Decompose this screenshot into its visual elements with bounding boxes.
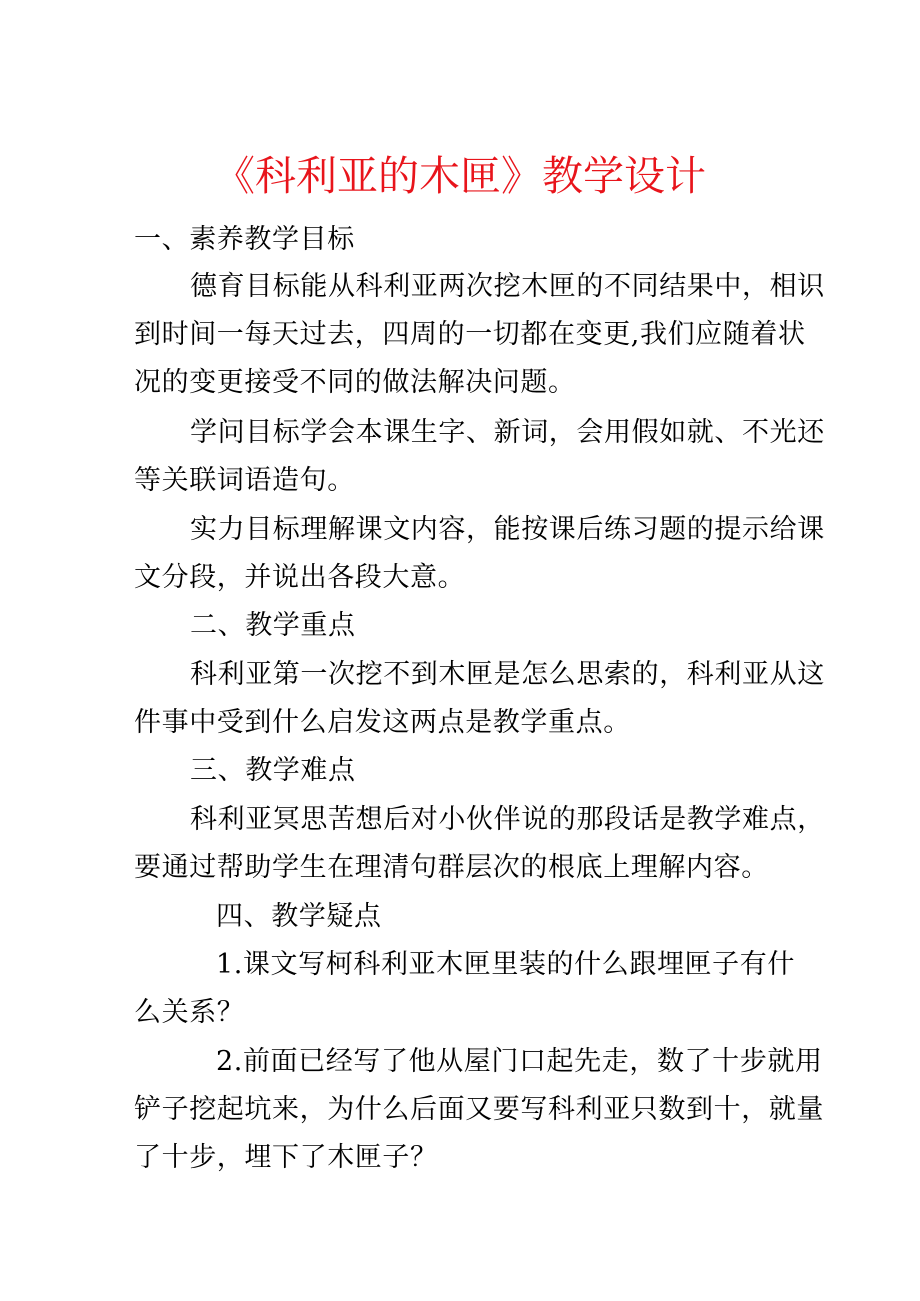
paragraph-line: 到时间一每天过去，四周的一切都在变更,我们应随着状: [134, 319, 806, 350]
list-item-line: 么关系？: [134, 997, 245, 1028]
section-heading-doubts: 四、教学疑点: [216, 901, 382, 932]
section-heading-key-points: 二、教学重点: [190, 610, 356, 641]
paragraph-line: 件事中受到什么启发这两点是教学重点。: [134, 707, 631, 738]
paragraph-line: 文分段，并说出各段大意。: [134, 562, 466, 593]
paragraph-line: 科利亚冥思苦想后对小伙伴说的那段话是教学难点，: [190, 804, 825, 835]
list-item-line: 1.课文写柯科利亚木匣里装的什么跟埋匣子有什: [216, 949, 795, 980]
paragraph-line: 实力目标理解课文内容，能按课后练习题的提示给课: [190, 514, 825, 545]
list-item-line: 了十步，埋下了木匣子？: [134, 1142, 438, 1173]
paragraph-line: 等关联词语造句。: [134, 465, 355, 496]
paragraph-line: 要通过帮助学生在理清句群层次的根底上理解内容。: [134, 852, 769, 883]
paragraph-line: 况的变更接受不同的做法解决问题。: [134, 367, 576, 398]
section-heading-difficulties: 三、教学难点: [190, 755, 356, 786]
list-item-line: 2.前面已经写了他从屋门口起先走，数了十步就用: [216, 1046, 823, 1077]
paragraph-line: 学问目标学会本课生字、新词，会用假如就、不光还: [190, 417, 825, 448]
document-title: 《科利亚的木匣》教学设计: [214, 152, 706, 200]
paragraph-line: 德育目标能从科利亚两次挖木匣的不同结果中，相识: [190, 271, 825, 302]
list-item-line: 铲子挖起坑来，为什么后面又要写科利亚只数到十，就量: [134, 1094, 824, 1125]
section-heading-goals: 一、素养教学目标: [134, 224, 355, 255]
paragraph-line: 科利亚第一次挖不到木匣是怎么思索的，科利亚从这: [190, 659, 825, 690]
